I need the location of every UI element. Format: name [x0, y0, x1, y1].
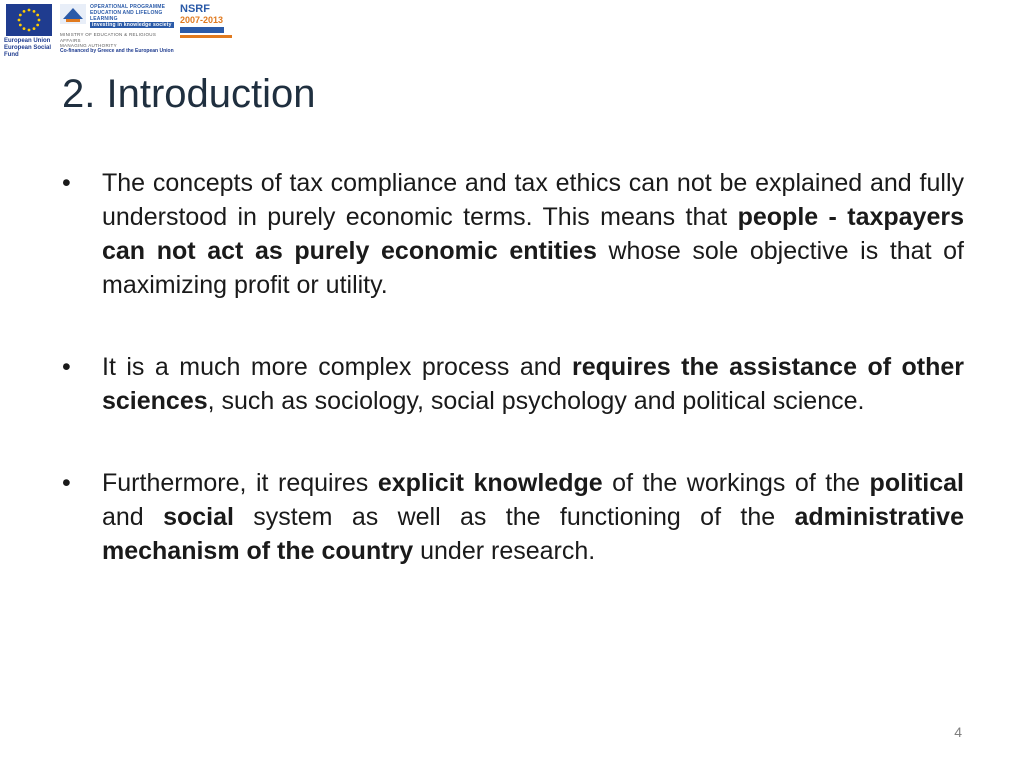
bullet-list — [62, 166, 964, 568]
bullet-marker: • — [62, 169, 71, 197]
bullet-text: , such as sociology, social psychology and political science. — [207, 387, 865, 415]
bullet-text: Furthermore, it requires — [102, 469, 378, 497]
bullet-item — [62, 350, 964, 418]
bullet-item — [62, 466, 964, 568]
eu-star-icon — [33, 10, 36, 13]
bullet-emphasis: requires the assistance of other sciences — [102, 353, 964, 415]
nsrf-title: NSRF — [180, 3, 210, 15]
bullet-marker: • — [62, 469, 71, 497]
ministry-text: MINISTRY OF EDUCATION & RELIGIOUS AFFAIRS MANAGING AUTHORITY — [60, 32, 157, 48]
eu-logo-text: European Union European Social Fund — [4, 38, 52, 58]
bullet-emphasis: people - taxpayers can not act as purely economic entities — [102, 203, 964, 265]
bullet-emphasis: administrative mechanism of the country — [102, 503, 964, 565]
eu-star-icon — [38, 19, 41, 22]
eu-star-icon — [23, 10, 26, 13]
eu-star-icon — [19, 24, 22, 27]
bullet-text: The concepts of tax compliance and tax ethics can not be explained and fully understood in purely economic terms. This means that — [102, 169, 964, 231]
bullet-text: whose sole objective is that of maximizing profit or utility. — [102, 237, 965, 299]
eu-star-icon — [23, 27, 26, 30]
eu-star-icon — [36, 14, 39, 17]
eu-star-icon — [36, 24, 39, 27]
eu-star-icon — [28, 9, 31, 12]
op-emblem-icon — [60, 4, 86, 24]
eu-star-icon — [18, 19, 21, 22]
bullet-emphasis: explicit knowledge — [377, 469, 603, 497]
eu-flag-icon — [6, 4, 52, 36]
bullet-item — [62, 166, 964, 302]
bullet-emphasis: social — [163, 503, 234, 531]
header-logos — [0, 0, 238, 58]
cofinanced-text: Co-financed by Greece and the European Union — [60, 48, 174, 54]
nsrf-bar — [180, 27, 224, 33]
bullet-text: system as well as the functioning of the — [233, 503, 795, 531]
nsrf-logo — [180, 4, 234, 50]
bullet-emphasis: political — [869, 469, 965, 497]
nsrf-years: 2007-2013 — [180, 15, 224, 25]
eu-star-icon — [33, 27, 36, 30]
bullet-text: It is a much more complex process and — [102, 353, 573, 381]
bullet-text: of the workings of the — [602, 469, 870, 497]
bullet-text: and — [102, 503, 164, 531]
eu-star-icon — [19, 14, 22, 17]
op-text: OPERATIONAL PROGRAMME EDUCATION AND LIFELONG LEARNING investing in knowledge society — [90, 4, 172, 28]
bullet-text: under research. — [413, 537, 596, 565]
nsrf-bar-accent — [180, 35, 232, 38]
slide-title: 2. Introduction — [62, 72, 316, 116]
bullet-marker: • — [62, 353, 71, 381]
eu-star-icon — [28, 29, 31, 32]
eu-logo — [4, 4, 56, 59]
page-number: 4 — [954, 724, 962, 740]
